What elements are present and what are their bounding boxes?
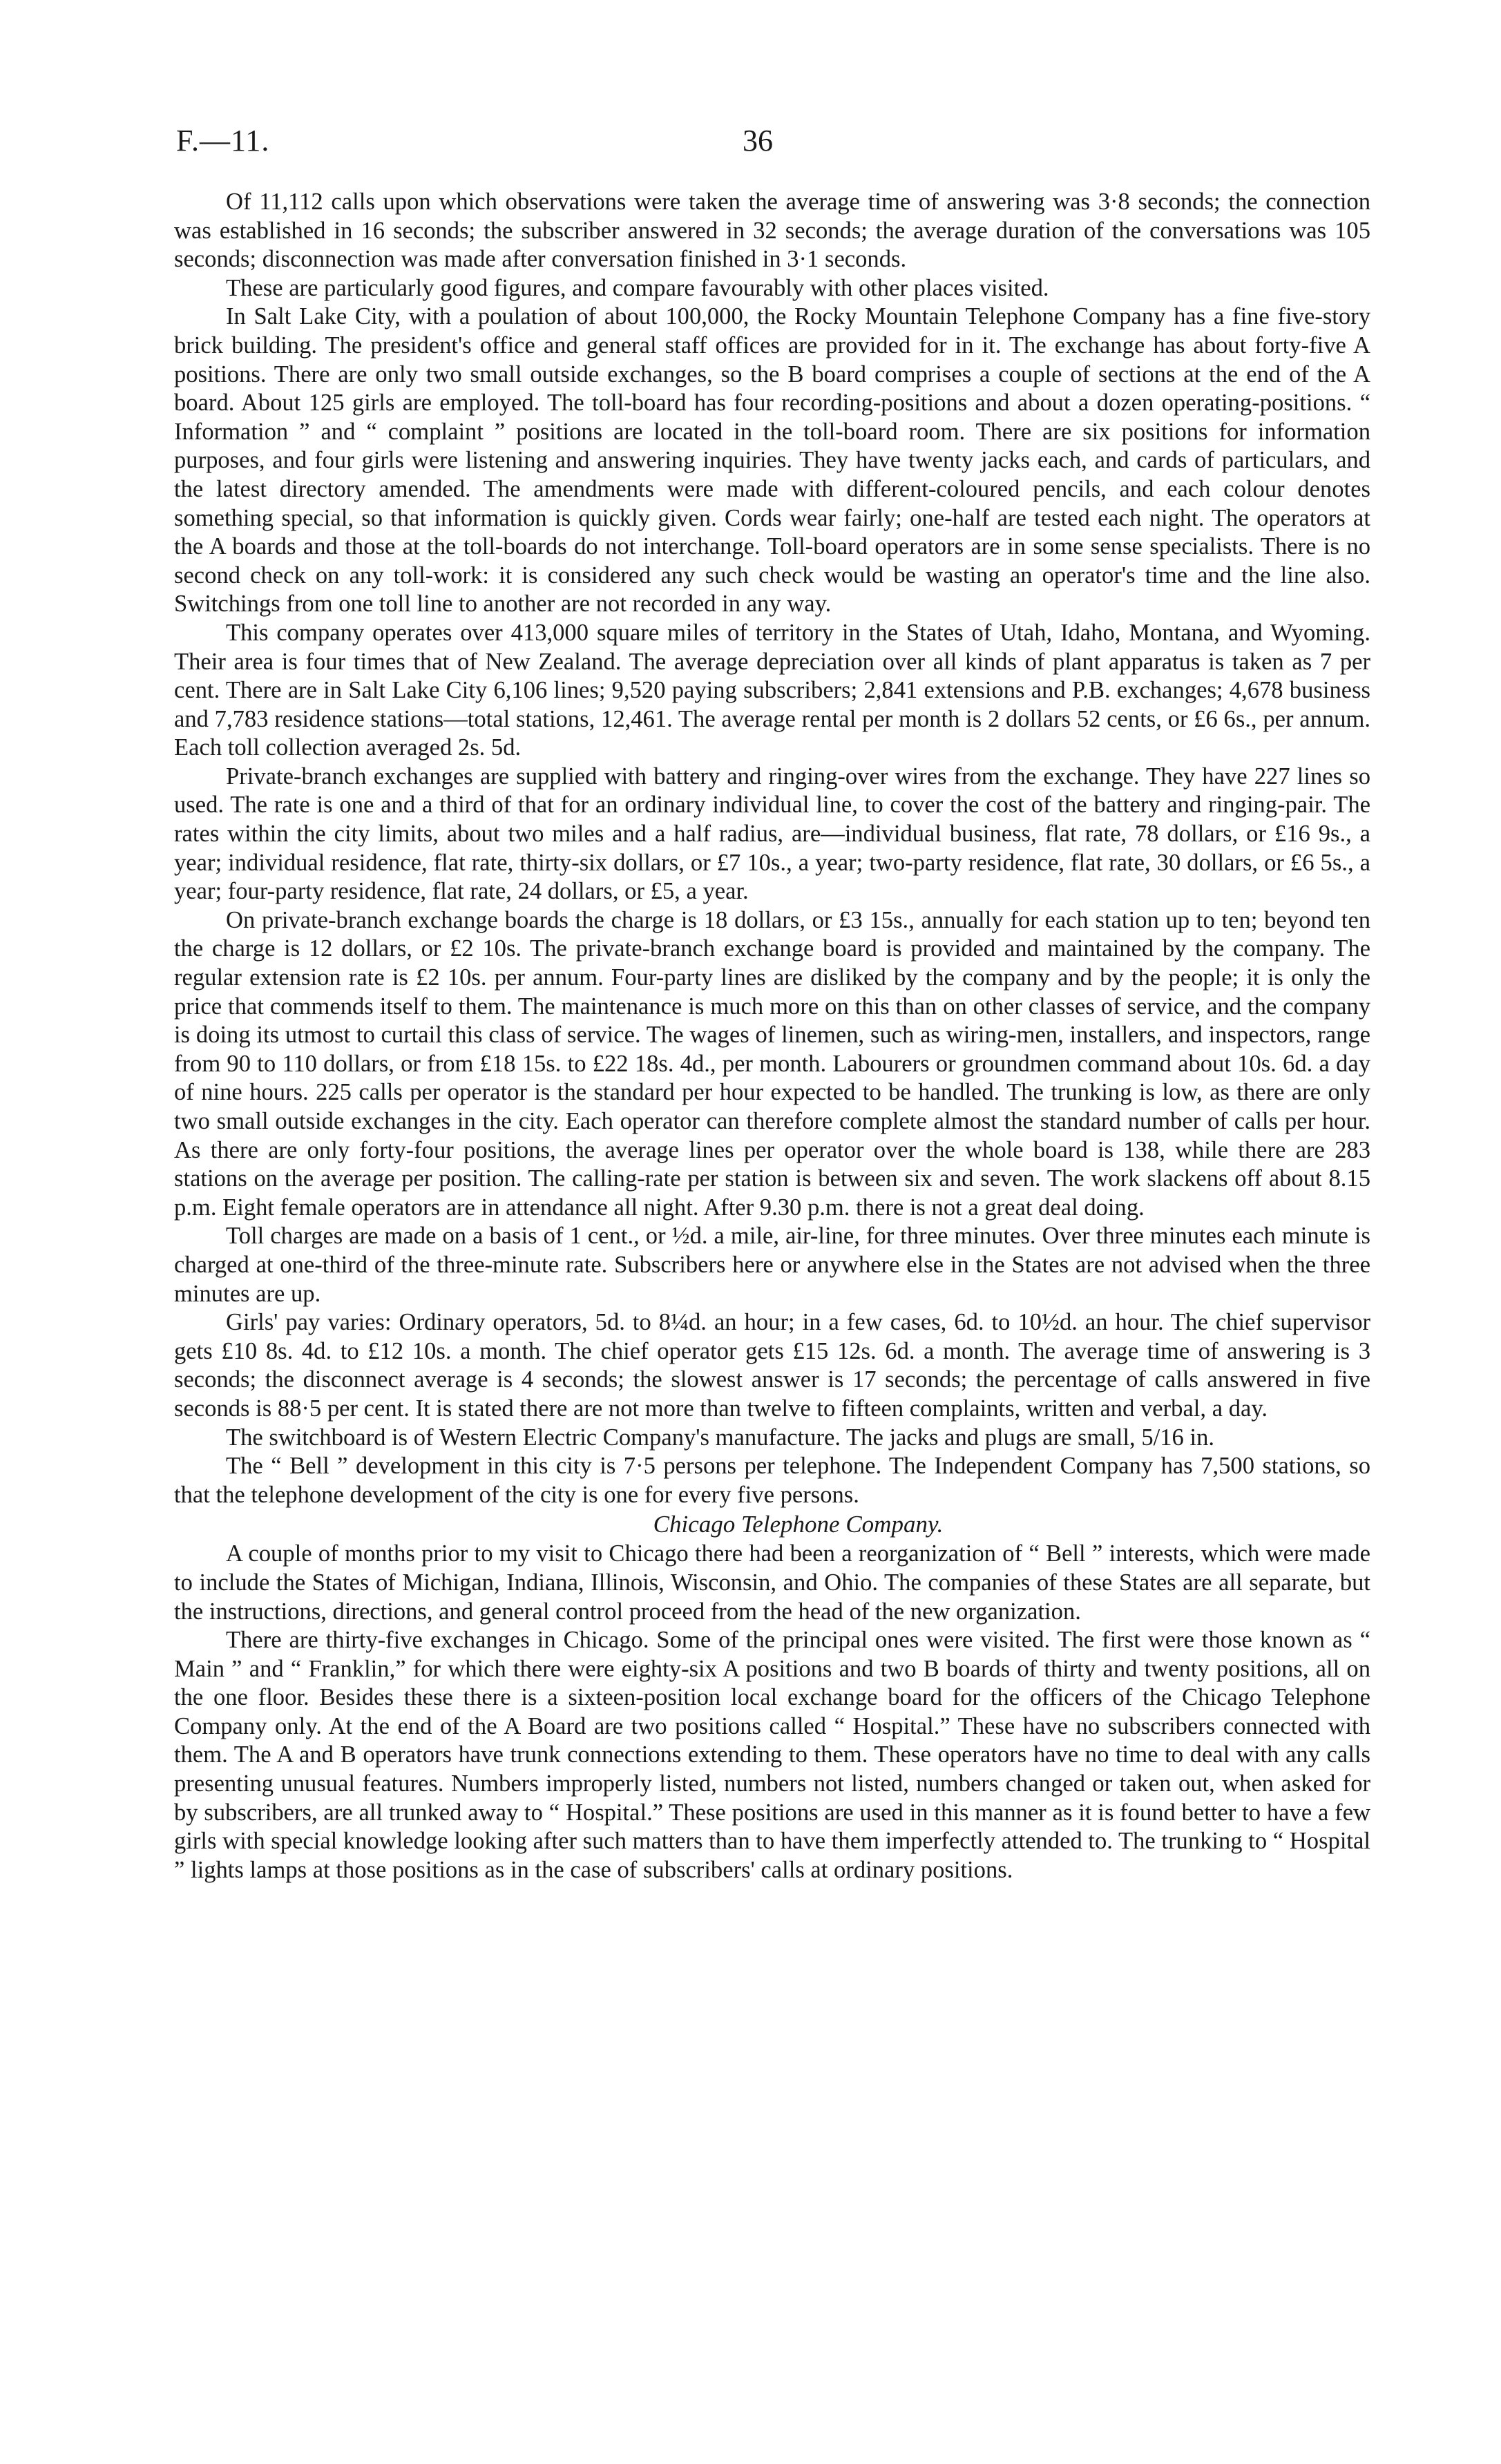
section-heading: Chicago Telephone Company. bbox=[653, 1511, 944, 1538]
paragraph-private-branch: Private-branch exchanges are supplied with battery and ringing-over wires from the exchange. They have 227 lines so used. The rate is one and a third of that for an ordinary individual line, to cover the cost of the battery and ringing-pair. The rates within the city limits, about two miles and a half radius, are—individual business, flat rate, 78 dollars, or £16 9s., a year; individual residence, flat rate, thirty-six dollars, or £7 10s., a year; two-party residence, flat rate, 30 dollars, or £6 5s., a year; four-party residence, flat rate, 24 dollars, or £5, a year. bbox=[174, 763, 1370, 905]
paragraph-territory: This company operates over 413,000 square miles of territory in the States of Utah, Idaho, Montana, and Wyoming. Their area is four times that of New Zealand. The average depreciation over all kinds of plant apparatus is taken as 7 per cent. There are in Salt Lake City 6,106 lines; 9,520 paying subscribers; 2,841 extensions and P.B. exchanges; 4,678 business and 7,783 residence stations—total stations, 12,461. The average rental per month is 2 dollars 52 cents, or £6 6s., per annum. Each toll collection averaged 2s. 5d. bbox=[174, 619, 1370, 761]
paragraph-observations: Of 11,112 calls upon which observations were taken the average time of answering was 3·8 seconds; the connection was established in 16 seconds; the subscriber answered in 32 seconds; the average duration of the conversations was 105 seconds; disconnection was made after conversation finished in 3·1 seconds. bbox=[174, 189, 1370, 273]
paragraph-girls-pay: Girls' pay varies: Ordinary operators, 5d. to 8¼d. an hour; in a few cases, 6d. to 10½d. an hour. The chief supervisor gets £10 8s. 4d. to £12 10s. a month. The chief operator gets £15 12s. 6d. a month. The average time of answering is 3 seconds; the disconnect average is 4 seconds; the slowest answer is 17 seconds; the percentage of calls answered in five seconds is 88·5 per cent. It is stated there are not more than twelve to fifteen complaints, written and verbal, a day. bbox=[174, 1309, 1370, 1422]
paragraph-salt-lake-city: In Salt Lake City, with a poulation of about 100,000, the Rocky Mountain Telephone Company has a fine five-story brick building. The president's office and general staff offices are provided for in it. The exchange has about forty-five A positions. There are only two small outside exchanges, so the B board comprises a couple of sections at the end of the A board. About 125 girls are employed. The toll-board has four recording-positions and about a dozen operating-positions. “ Information ” and “ complaint ” positions are located in the toll-board room. There are six positions for information purposes, and four girls were listening and answering inquiries. They have twenty jacks each, and cards of particulars, and the latest directory amended. The amendments were made with different-coloured pencils, and each colour denotes something special, so that information is quickly given. Cords wear fairly; one-half are tested each night. The operators at the A boards and those at the toll-boards do not interchange. Toll-board operators are in some sense specialists. There is no second check on any toll-work: it is considered any such check would be wasting an operator's time and the line also. Switchings from one toll line to another are not recorded in any way. bbox=[174, 303, 1370, 618]
body-text bbox=[174, 188, 1370, 1884]
paragraph-switchboard: The switchboard is of Western Electric Company's manufacture. The jacks and plugs are small, 5/16 in. bbox=[226, 1424, 1215, 1451]
paragraph-bell-development: The “ Bell ” development in this city is 7·5 persons per telephone. The Independent Company has 7,500 stations, so that the telephone development of the city is one for every five persons. bbox=[174, 1453, 1370, 1508]
paragraph-chicago-exchanges: There are thirty-five exchanges in Chicago. Some of the principal ones were visited. The first were those known as “ Main ” and “ Franklin,” for which there were eighty-six A positions and two B boards of thirty and twenty positions, all on the one floor. Besides these there is a sixteen-position local exchange board for the officers of the Chicago Telephone Company only. At the end of the A Board are two positions called “ Hospital.” These have no subscribers connected with them. The A and B operators have trunk connections extending to them. These operators have no time to deal with any calls presenting unusual features. Numbers improperly listed, numbers not listed, numbers changed or taken out, when asked for by subscribers, are all trunked away to “ Hospital.” These positions are used in this manner as it is found better to have a few girls with special knowledge looking after such matters than to have them imperfectly attended to. The trunking to “ Hospital ” lights lamps at those positions as in the case of subscribers' calls at ordinary positions. bbox=[174, 1627, 1370, 1883]
document-reference: F.—11. bbox=[176, 124, 270, 157]
paragraph-good-figures: These are particularly good figures, and compare favourably with other places visited. bbox=[226, 274, 1049, 301]
paragraph-pbx-boards: On private-branch exchange boards the charge is 18 dollars, or £3 15s., annually for each station up to ten; beyond ten the charge is 12 dollars, or £2 10s. The private-branch exchange board is provided and maintained by the company. The regular extension rate is £2 10s. per annum. Four-party lines are disliked by the company and by the people; it is only the price that commends itself to them. The maintenance is much more on this than on other classes of service, and the company is doing its utmost to curtail this class of service. The wages of linemen, such as wiring-men, installers, and inspectors, range from 90 to 110 dollars, or from £18 15s. to £22 18s. 4d., per month. Labourers or groundmen command about 10s. 6d. a day of nine hours. 225 calls per operator is the standard per hour expected to be handled. The trunking is low, as there are only two small outside exchanges in the city. Each operator can therefore complete almost the standard number of calls per hour. As there are only forty-four positions, the average lines per operator over the whole board is 138, while there are 283 stations on the average per position. The calling-rate per station is between six and seven. The work slackens off about 8.15 p.m. Eight female operators are in attendance all night. After 9.30 p.m. there is not a great deal doing. bbox=[174, 906, 1370, 1221]
paragraph-chicago-reorganization: A couple of months prior to my visit to Chicago there had been a reorganization of “ Bell ” interests, which were made to include the States of Michigan, Indiana, Illinois, Wisconsin, and Ohio. The companies of these States are all separate, but the instructions, directions, and general control proceed from the head of the new organization. bbox=[174, 1540, 1370, 1625]
page-number: 36 bbox=[743, 124, 773, 157]
paragraph-toll-charges: Toll charges are made on a basis of 1 cent., or ½d. a mile, air-line, for three minutes. Over three minutes each minute is charged at one-third of the three-minute rate. Subscribers here or anywhere else in the States are not advised when the three minutes are up. bbox=[174, 1223, 1370, 1307]
page-header bbox=[176, 123, 1371, 164]
